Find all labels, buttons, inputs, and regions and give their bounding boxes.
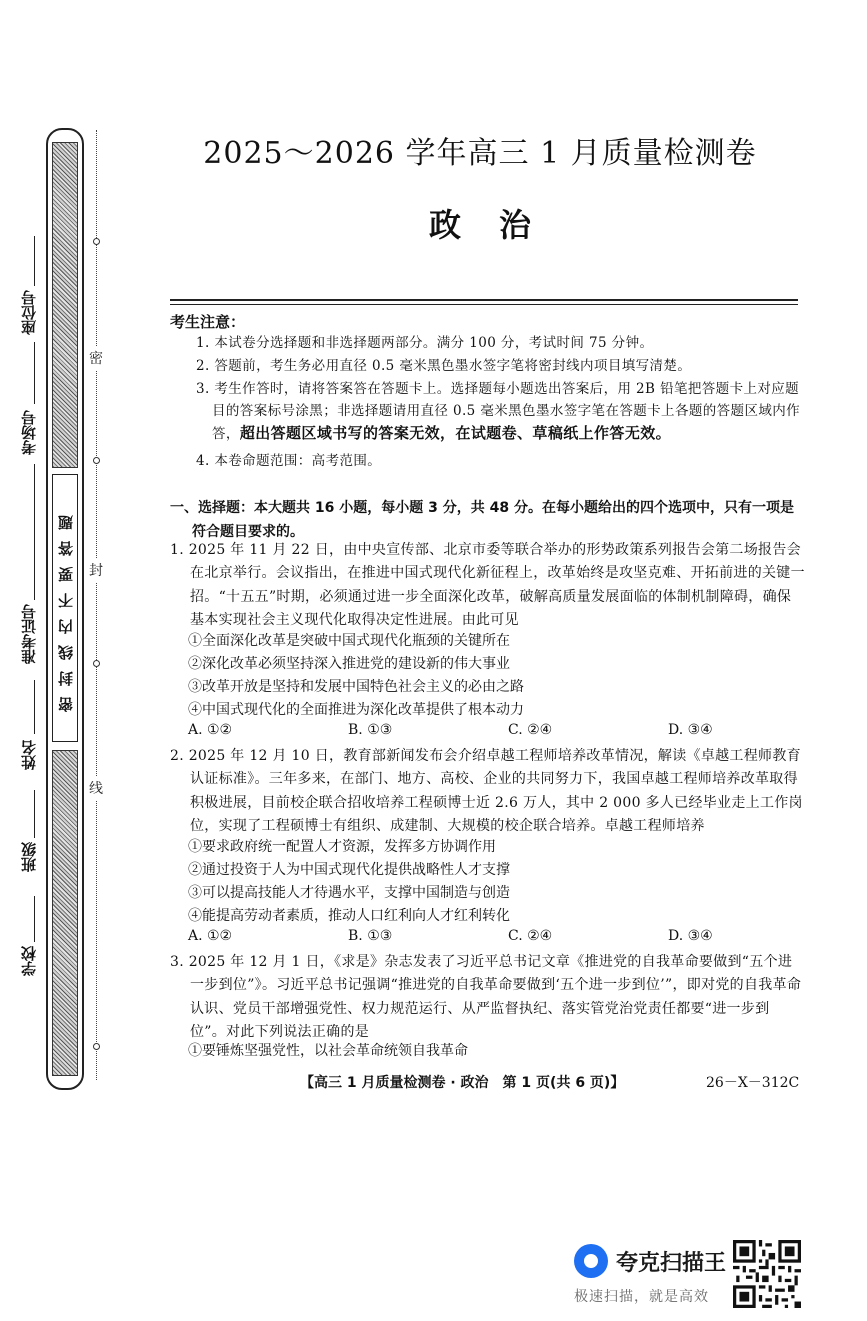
header-rule [170, 299, 798, 301]
section-heading: 一、选择题：本大题共 16 小题，每小题 3 分，共 48 分。在每小题给出的四个选项中，只有一项是符合题目要求的。 [170, 500, 794, 540]
notice-item-1: 1. 本试卷分选择题和非选择题两部分。满分 100 分，考试时间 75 分钟。 [196, 335, 654, 351]
scanner-app-name: 夸克扫描王 [616, 1251, 727, 1276]
question-1-option-4: ④中国式现代化的全面推进为深化改革提供了根本动力 [188, 702, 524, 718]
choice-a: A. ①② [188, 928, 233, 944]
field-exam-room: 考场号 [20, 410, 38, 455]
question-3-option-1: ①要锤炼坚强党性，以社会革命统领自我革命 [188, 1043, 468, 1059]
fill-line [34, 680, 35, 734]
question-2-stem: 2. 2025 年 12 月 10 日，教育部新闻发布会介绍卓越工程师培养改革情况，解读《卓越工程师教育认证标准》。三年多来，在部门、地方、高校、企业的共同努力下，我国卓越工程师培养改革取得积极进展，目前校企联合招收培养工程硕博士近 2.6 万人，其中 2 000 多人已经毕业走上工作岗位，实现了工程硕博士有组织、成建制、大规模的校企联合培养。卓越工程师培养 [170, 748, 803, 834]
page-footer: 【高三 1 月质量检测卷 · 政治 第 1 页(共 6 页)】 [300, 1075, 625, 1091]
question-1-option-3: ③改革开放是坚持和发展中国特色社会主义的必由之路 [188, 679, 524, 695]
seal-warning-text: 密封线内不要答题 [56, 504, 75, 712]
notice-item-3-text: 3. 考生作答时，请将答案答在答题卡上。选择题每小题选出答案后，用 2B 铅笔把答题卡上对应题目的答案标号涂黑；非选择题请用直径 0.5 毫米黑色墨水签字笔在答题卡上各题的答题区域内作答， [196, 381, 801, 442]
seal-hole-dot [93, 238, 100, 245]
scanner-slogan: 极速扫描，就是高效 [574, 1289, 709, 1305]
fill-line [34, 464, 35, 600]
question-2-option-2: ②通过投资于人为中国式现代化提供战略性人才支撑 [188, 862, 510, 878]
paper-code: 26－X－312C [706, 1075, 800, 1091]
choice-a: A. ①② [188, 722, 233, 738]
notice-heading: 考生注意： [170, 313, 246, 331]
question-2-choices [188, 928, 748, 944]
field-admission-number: 准考证号 [20, 604, 38, 664]
seal-warning-box [52, 474, 78, 742]
choice-c: C. ②④ [508, 928, 553, 944]
choice-d: D. ③④ [668, 928, 713, 944]
fill-line [34, 236, 35, 286]
question-1-stem: 1. 2025 年 11 月 22 日，由中央宣传部、北京市委等联合举办的形势政策系列报告会第二场报告会在北京举行。会议指出，在推进中国式现代化新征程上，改革始终是攻坚克难、开拓前进的关键一招。“十五五”时期，必须通过进一步全面深化改革，破解高质量发展面临的体制机制障碍，确保基本实现社会主义现代化取得决定性进展。由此可见 [170, 542, 805, 628]
question-2-option-1: ①要求政府统一配置人才资源，发挥多方协调作用 [188, 839, 496, 855]
field-name: 姓名 [20, 740, 38, 770]
fill-line [34, 896, 35, 942]
fill-line [34, 342, 35, 404]
seal-char-mi: 密 [89, 346, 103, 370]
header-rule-thin [170, 304, 798, 305]
question-2-option-3: ③可以提高技能人才待遇水平，支撑中国制造与创造 [188, 885, 510, 901]
seal-hole-dot [93, 1043, 100, 1050]
seal-hole-dot [93, 457, 100, 464]
seal-dotted-line [96, 130, 97, 1080]
exam-title: 2025～2026 学年高三 1 月质量检测卷 [203, 136, 757, 171]
binding-hatch-top [52, 142, 78, 468]
subject-title: 政治 [428, 206, 569, 244]
seal-char-feng: 封 [89, 558, 103, 582]
seal-char-xian: 线 [89, 776, 103, 800]
qr-code-icon [733, 1240, 801, 1308]
field-school: 学校 [20, 946, 38, 976]
question-1-choices [188, 722, 748, 738]
choice-b: B. ①③ [348, 928, 393, 944]
choice-d: D. ③④ [668, 722, 713, 738]
notice-item-4: 4. 本卷命题范围：高考范围。 [196, 453, 382, 469]
field-class: 班级 [20, 842, 38, 872]
question-1-option-1: ①全面深化改革是突破中国式现代化瓶颈的关键所在 [188, 633, 510, 649]
quark-logo-icon [574, 1244, 608, 1278]
choice-c: C. ②④ [508, 722, 553, 738]
notice-item-2: 2. 答题前，考生务必用直径 0.5 毫米黑色墨水签字笔将密封线内项目填写清楚。 [196, 358, 692, 374]
notice-item-3 [196, 378, 801, 445]
notice-item-3-emphasis: 超出答题区域书写的答案无效，在试题卷、草稿纸上作答无效。 [239, 424, 672, 442]
seal-hole-dot [93, 660, 100, 667]
question-2-option-4: ④能提高劳动者素质，推动人口红利向人才红利转化 [188, 908, 510, 924]
question-1-option-2: ②深化改革必须坚持深入推进党的建设新的伟大事业 [188, 656, 510, 672]
fill-line [34, 790, 35, 838]
choice-b: B. ①③ [348, 722, 393, 738]
question-3-stem: 3. 2025 年 12 月 1 日，《求是》杂志发表了习近平总书记文章《推进党的自我革命要做到“五个进一步到位”》。习近平总书记强调“推进党的自我革命要做到‘五个进一步到位’”，即对党的自我革命认识、党员干部增强党性、权力规范运行、从严监督执纪、落实管党治党责任都要“进一步到位”。对此下列说法正确的是 [170, 954, 802, 1040]
field-seat-number: 座位号 [20, 290, 38, 335]
binding-hatch-bottom [52, 750, 78, 1076]
